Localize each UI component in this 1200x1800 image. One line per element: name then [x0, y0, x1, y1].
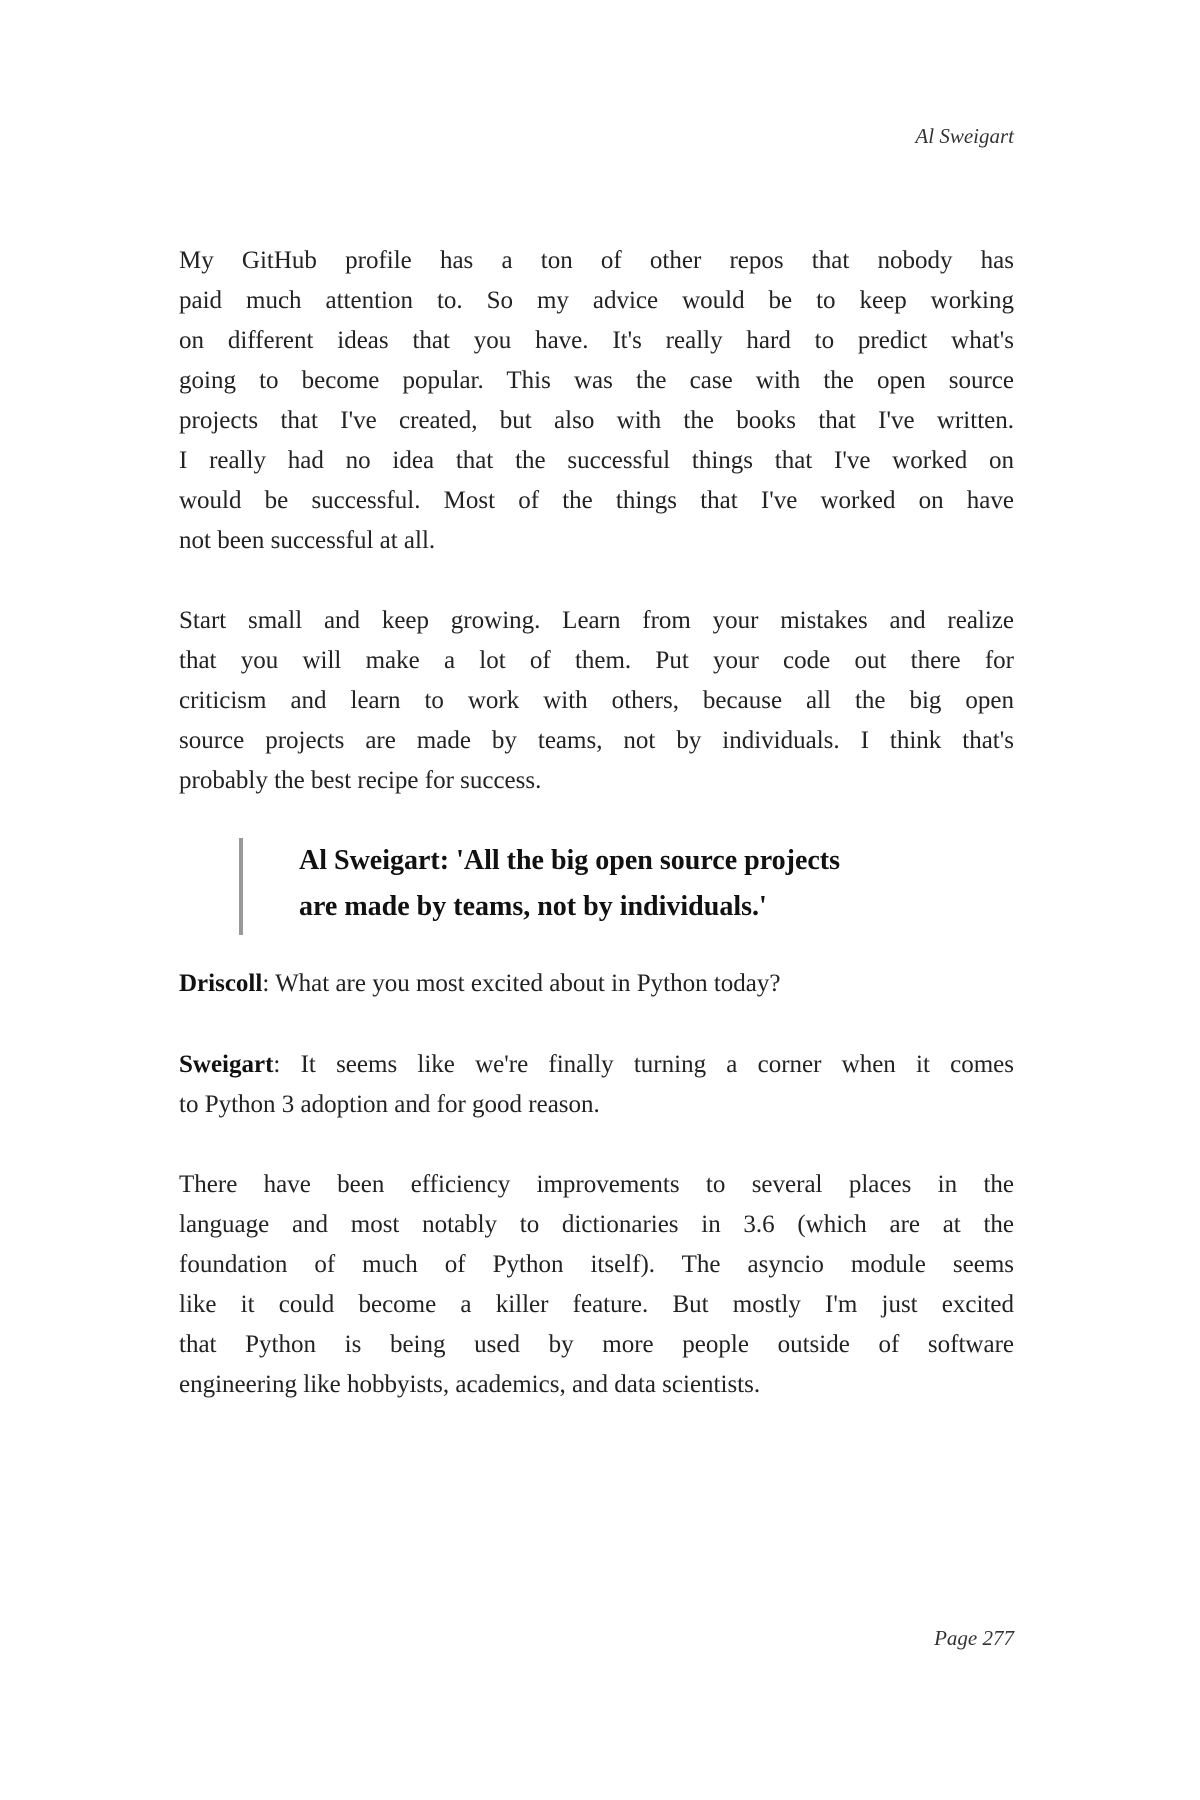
- text-line: source projects are made by teams, not by individuals. I think that's: [179, 727, 1014, 754]
- text-line: that Python is being used by more people outside of software: [179, 1331, 1014, 1358]
- text-line: engineering like hobbyists, academics, and data scientists.: [179, 1371, 761, 1398]
- text-line: I really had no idea that the successful things that I've worked on: [179, 447, 1014, 474]
- text-line: to Python 3 adoption and for good reason.: [179, 1091, 600, 1118]
- pull-quote-line: Al Sweigart: 'All the big open source projects: [299, 845, 841, 876]
- text-line: projects that I've created, but also with the books that I've written.: [179, 407, 1014, 434]
- interview-answer: [179, 1045, 1014, 1125]
- text-line: that you will make a lot of them. Put your code out there for: [179, 647, 1014, 674]
- page-number: Page 277: [934, 1626, 1014, 1650]
- text-line: paid much attention to. So my advice would be to keep working: [179, 287, 1014, 314]
- text-line: Start small and keep growing. Learn from your mistakes and realize: [179, 607, 1014, 634]
- paragraph-github-advice: [179, 241, 1014, 561]
- text-line: like it could become a killer feature. But mostly I'm just excited: [179, 1291, 1014, 1318]
- text-line: There have been efficiency improvements to several places in the: [179, 1171, 1014, 1198]
- paragraph-efficiency: [179, 1165, 1014, 1405]
- pull-quote: [239, 838, 840, 935]
- answer-text: : It seems like we're finally turning a corner when it comes: [273, 1051, 1014, 1078]
- speaker-name: Driscoll: [179, 970, 263, 997]
- text-line: on different ideas that you have. It's really hard to predict what's: [179, 327, 1014, 354]
- text-line: probably the best recipe for success.: [179, 767, 542, 794]
- pull-quote-line: are made by teams, not by individuals.': [299, 891, 767, 922]
- speaker-name: Sweigart: [179, 1051, 274, 1078]
- text-line: not been successful at all.: [179, 527, 436, 554]
- question-text: : What are you most excited about in Python today?: [262, 970, 781, 997]
- text-line: foundation of much of Python itself). The asyncio module seems: [179, 1251, 1014, 1278]
- interview-question: [179, 964, 1014, 1004]
- paragraph-start-small: [179, 601, 1014, 801]
- text-line: would be successful. Most of the things that I've worked on have: [179, 487, 1014, 514]
- text-line: criticism and learn to work with others, because all the big open: [179, 687, 1014, 714]
- text-line: My GitHub profile has a ton of other repos that nobody has: [179, 247, 1014, 274]
- text-line: going to become popular. This was the case with the open source: [179, 367, 1014, 394]
- text-line: language and most notably to dictionaries in 3.6 (which are at the: [179, 1211, 1014, 1238]
- running-header: Al Sweigart: [915, 124, 1014, 148]
